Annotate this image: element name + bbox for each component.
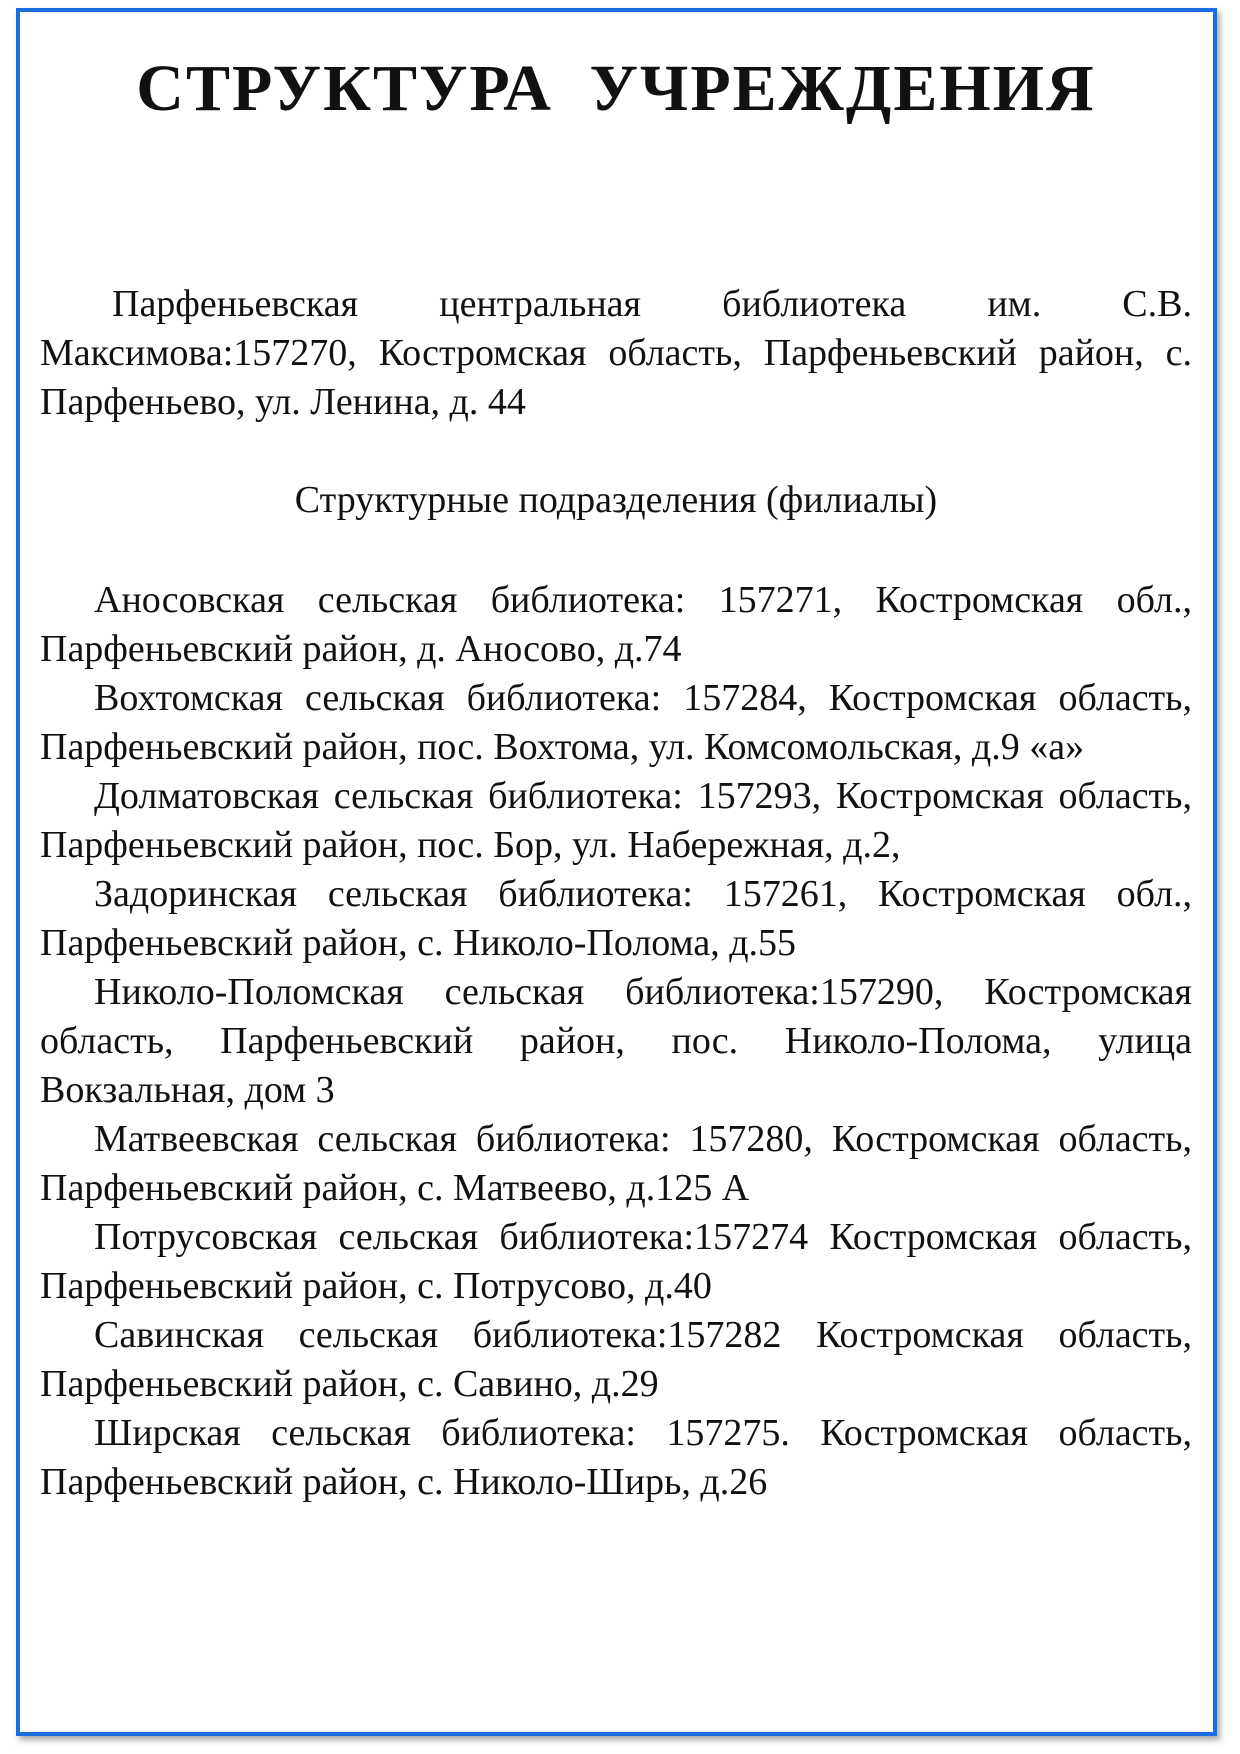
branches-heading: Структурные подразделения (филиалы) [294, 479, 938, 521]
branch-item-dolmatovo: Долматовская сельская библиотека: 157293, Костромская область, Парфеньевский район, пос. Бор, ул. Набережная, д.2, [40, 775, 1192, 866]
branch-item-potrusovo: Потрусовская сельская библиотека:157274 Костромская область, Парфеньевский район, с. Потрусово, д.40 [40, 1216, 1192, 1307]
branch-item-nikolo-poloma: Николо-Поломская сельская библиотека:157290, Костромская область, Парфеньевский район, пос. Николо-Полома, улица Вокзальная, дом 3 [40, 971, 1192, 1111]
page-title: СТРУКТУРА УЧРЕЖДЕНИЯ [136, 52, 1096, 125]
main-library-address: Парфеньевская центральная библиотека им. С.В. Максимова:157270, Костромская область, Парфеньевский район, с. Парфеньево, ул. Ленина, д. 44 [40, 283, 1192, 423]
branch-item-matveevo: Матвеевская сельская библиотека: 157280, Костромская область, Парфеньевский район, с. Матвеево, д.125 А [40, 1118, 1192, 1209]
branch-list [40, 576, 1192, 1507]
branch-item-anosovo: Аносовская сельская библиотека: 157271, Костромская обл., Парфеньевский район, д. Аносово, д.74 [40, 579, 1192, 670]
branch-item-savino: Савинская сельская библиотека:157282 Костромская область, Парфеньевский район, с. Савино, д.29 [40, 1314, 1192, 1405]
branch-item-shirsk: Ширская сельская библиотека: 157275. Костромская область, Парфеньевский район, с. Николо-Ширь, д.26 [40, 1412, 1192, 1503]
branch-item-zadorino: Задоринская сельская библиотека: 157261, Костромская обл., Парфеньевский район, с. Николо-Полома, д.55 [40, 873, 1192, 964]
branch-item-vokhtoma: Вохтомская сельская библиотека: 157284, Костромская область, Парфеньевский район, пос. Вохтома, ул. Комсомольская, д.9 «а» [40, 677, 1192, 768]
